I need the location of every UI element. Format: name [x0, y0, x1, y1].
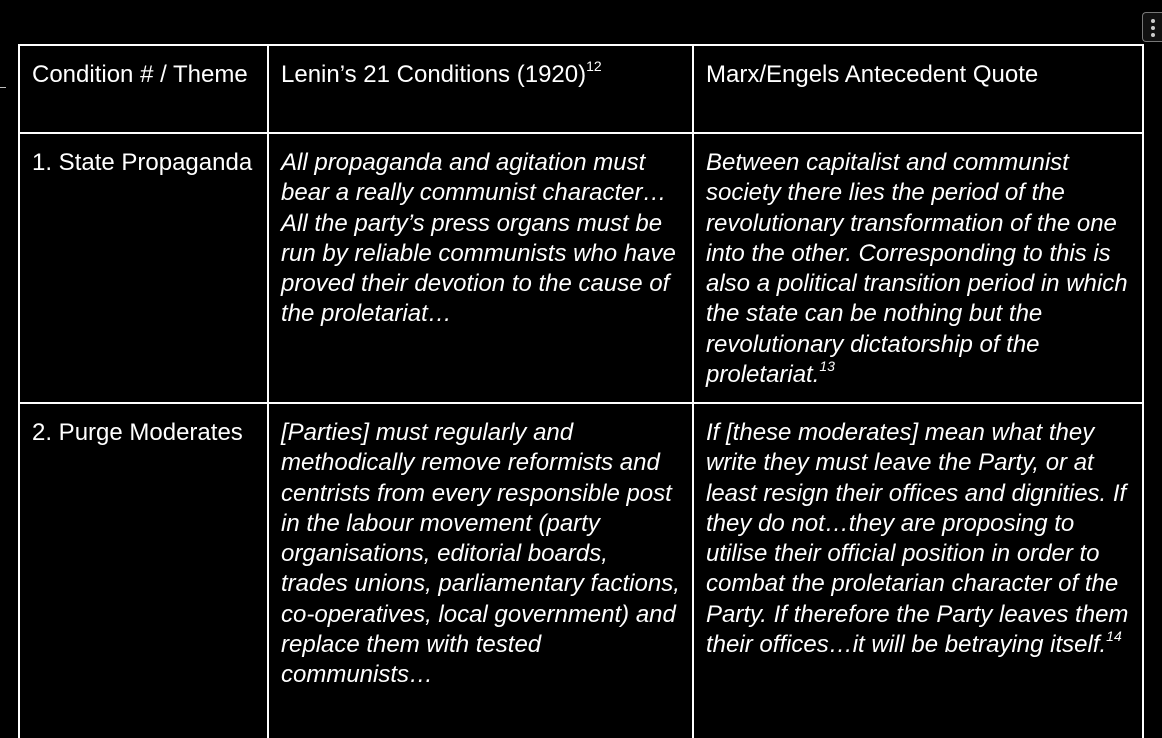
lenin-quote-text: [Parties] must regularly and methodically remove reformists and centrists from every responsible post in the labour movement (party organisations, editorial boards, trades unions, parliamentary factions, co-operatives, local government) and replace them with tested communists…: [281, 419, 680, 689]
theme-text: 1. State Propaganda: [32, 149, 253, 176]
table-row: [19, 133, 1143, 403]
ruler-tick-mark: [0, 87, 6, 88]
footnote-ref[interactable]: 14: [1106, 628, 1122, 645]
theme-cell: [19, 403, 268, 738]
footnote-ref[interactable]: 13: [819, 358, 835, 375]
table-row: [19, 403, 1143, 738]
marx-quote-cell: [693, 403, 1143, 738]
comparison-table: [18, 44, 1144, 738]
ellipsis-dot: [1151, 26, 1155, 30]
ellipsis-dot: [1151, 33, 1155, 37]
footnote-ref[interactable]: 12: [586, 58, 602, 74]
header-lenin-text: Lenin’s 21 Conditions (1920): [281, 61, 587, 88]
header-theme-text: Condition # / Theme: [32, 61, 248, 88]
header-marx: [693, 45, 1143, 133]
ellipsis-dot: [1151, 19, 1155, 23]
lenin-quote-cell: [268, 403, 693, 738]
header-marx-text: Marx/Engels Antecedent Quote: [706, 61, 1039, 88]
marx-quote-text: Between capitalist and communist society there lies the period of the revolutionary transformation of the one into the other. Corresponding to this is also a political transition period in which the state can be nothing but the revolutionary dictatorship of the proletariat.: [706, 149, 1128, 389]
marx-quote-text: If [these moderates] mean what they write they must leave the Party, or at least resign their offices and dignities. If they do not…they are proposing to utilise their official position in order to combat the proletarian character of the Party. If therefore the Party leaves them their offices…it will be betraying itself.: [706, 419, 1129, 659]
lenin-quote-text: All propaganda and agitation must bear a really communist character…All the party’s press organs must be run by reliable communists who have proved their devotion to the cause of the proletariat…: [281, 149, 676, 328]
lenin-quote-cell: [268, 133, 693, 403]
vertical-ellipsis-icon[interactable]: [1142, 12, 1162, 42]
theme-text: 2. Purge Moderates: [32, 419, 243, 446]
table-header-row: [19, 45, 1143, 133]
marx-quote-cell: [693, 133, 1143, 403]
header-theme: [19, 45, 268, 133]
theme-cell: [19, 133, 268, 403]
header-lenin: [268, 45, 693, 133]
